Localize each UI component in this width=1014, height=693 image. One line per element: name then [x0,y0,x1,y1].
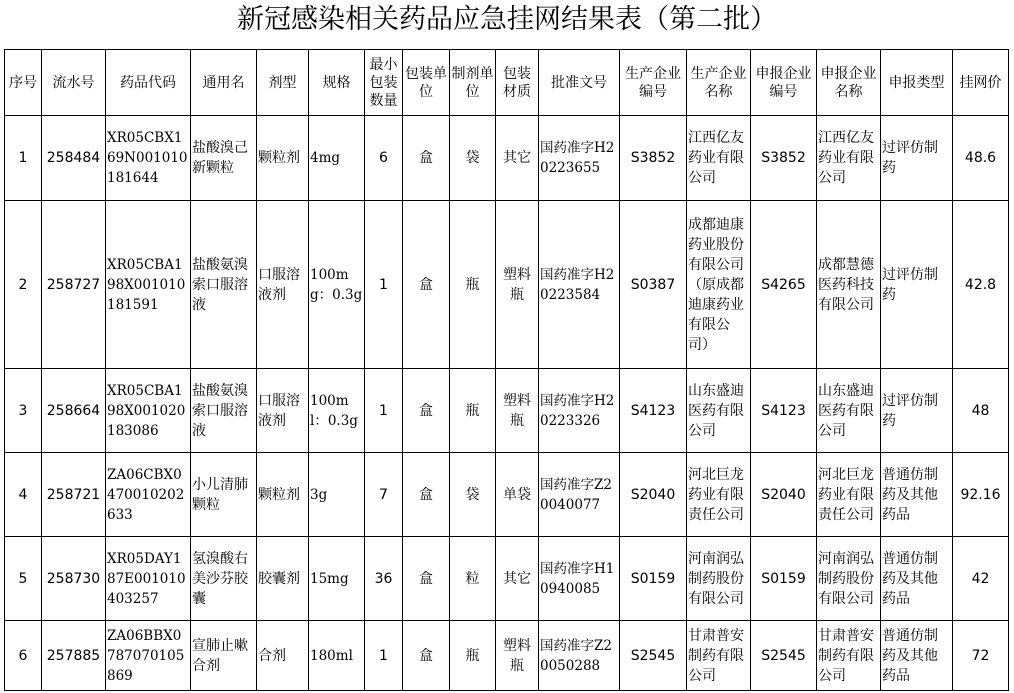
serial-number-cell: 258730 [42,537,106,621]
pack-material-cell: 其它 [496,537,539,621]
table-row [5,116,1009,201]
prep-unit-cell: 瓶 [450,621,496,691]
approval-number-cell: 国药准字Z20040077 [539,453,620,537]
approval-number-cell: 国药准字H20223584 [539,201,620,369]
prep-unit-cell: 袋 [450,116,496,201]
application-type-cell: 普通仿制药及其他药品 [881,453,953,537]
min-pack-qty-cell: 1 [365,201,403,369]
application-type-cell: 过评仿制药 [881,201,953,369]
listing-price-cell: 72 [953,621,1009,691]
dosage-form-cell: 颗粒剂 [257,453,309,537]
col-header: 规格 [309,50,365,116]
dosage-form-cell: 颗粒剂 [257,116,309,201]
approval-number-cell: 国药准字H10940085 [539,537,620,621]
approval-number-cell: 国药准字Z20050288 [539,621,620,691]
listing-price-cell: 48 [953,369,1009,453]
manufacturer-name-cell: 河北巨龙药业有限责任公司 [687,453,751,537]
row-index-cell: 2 [5,201,42,369]
min-pack-qty-cell: 6 [365,116,403,201]
pack-unit-cell: 盒 [403,621,450,691]
manufacturer-name-cell: 甘肃普安制药有限公司 [687,621,751,691]
approval-number-cell: 国药准字H20223326 [539,369,620,453]
col-header: 流水号 [42,50,106,116]
pack-unit-cell: 盒 [403,537,450,621]
generic-name-cell: 盐酸溴己新颗粒 [191,116,257,201]
prep-unit-cell: 瓶 [450,369,496,453]
pack-material-cell: 其它 [496,116,539,201]
applicant-code-cell: S4123 [751,369,817,453]
table-row [5,369,1009,453]
generic-name-cell: 宣肺止嗽合剂 [191,621,257,691]
serial-number-cell: 257885 [42,621,106,691]
col-header: 包装材质 [496,50,539,116]
col-header: 药品代码 [106,50,191,116]
pack-material-cell: 塑料瓶 [496,369,539,453]
manufacturer-code-cell: S2040 [620,453,687,537]
min-pack-qty-cell: 1 [365,369,403,453]
applicant-code-cell: S2040 [751,453,817,537]
serial-number-cell: 258721 [42,453,106,537]
row-index-cell: 3 [5,369,42,453]
col-header: 生产企业编号 [620,50,687,116]
applicant-name-cell: 河北巨龙药业有限责任公司 [817,453,881,537]
min-pack-qty-cell: 36 [365,537,403,621]
prep-unit-cell: 袋 [450,453,496,537]
applicant-code-cell: S3852 [751,116,817,201]
col-header: 生产企业名称 [687,50,751,116]
col-header: 制剂单位 [450,50,496,116]
drug-code-cell: XR05CBX169N001010181644 [106,116,191,201]
col-header: 申报企业编号 [751,50,817,116]
row-index-cell: 4 [5,453,42,537]
manufacturer-code-cell: S0387 [620,201,687,369]
manufacturer-name-cell: 江西亿友药业有限公司 [687,116,751,201]
manufacturer-code-cell: S3852 [620,116,687,201]
drug-code-cell: ZA06BBX0787070105869 [106,621,191,691]
header-row [5,50,1009,116]
manufacturer-code-cell: S0159 [620,537,687,621]
col-header: 挂网价 [953,50,1009,116]
manufacturer-name-cell: 成都迪康药业股份有限公司（原成都迪康药业有限公司） [687,201,751,369]
col-header: 最小包装数量 [365,50,403,116]
specification-cell: 100mg：0.3g [309,201,365,369]
min-pack-qty-cell: 7 [365,453,403,537]
drug-code-cell: XR05DAY187E001010403257 [106,537,191,621]
pack-unit-cell: 盒 [403,453,450,537]
application-type-cell: 普通仿制药及其他药品 [881,537,953,621]
results-table [4,49,1009,691]
col-header: 剂型 [257,50,309,116]
col-header: 申报企业名称 [817,50,881,116]
prep-unit-cell: 瓶 [450,201,496,369]
pack-material-cell: 塑料瓶 [496,201,539,369]
page-title: 新冠感染相关药品应急挂网结果表（第二批） [237,4,777,35]
application-type-cell: 普通仿制药及其他药品 [881,621,953,691]
dosage-form-cell: 胶囊剂 [257,537,309,621]
generic-name-cell: 氢溴酸右美沙芬胶囊 [191,537,257,621]
dosage-form-cell: 口服溶液剂 [257,201,309,369]
applicant-name-cell: 河南润弘制药股份有限公司 [817,537,881,621]
specification-cell: 180ml [309,621,365,691]
table-row [5,537,1009,621]
col-header: 包装单位 [403,50,450,116]
specification-cell: 3g [309,453,365,537]
application-type-cell: 过评仿制药 [881,369,953,453]
manufacturer-name-cell: 河南润弘制药股份有限公司 [687,537,751,621]
col-header: 申报类型 [881,50,953,116]
row-index-cell: 5 [5,537,42,621]
drug-code-cell: ZA06CBX0470010202633 [106,453,191,537]
table-row [5,621,1009,691]
applicant-name-cell: 山东盛迪医药有限公司 [817,369,881,453]
dosage-form-cell: 合剂 [257,621,309,691]
table-row [5,453,1009,537]
listing-price-cell: 42.8 [953,201,1009,369]
pack-unit-cell: 盒 [403,369,450,453]
specification-cell: 15mg [309,537,365,621]
generic-name-cell: 盐酸氨溴索口服溶液 [191,201,257,369]
application-type-cell: 过评仿制药 [881,116,953,201]
col-header: 序号 [5,50,42,116]
approval-number-cell: 国药准字H20223655 [539,116,620,201]
generic-name-cell: 盐酸氨溴索口服溶液 [191,369,257,453]
pack-unit-cell: 盒 [403,201,450,369]
row-index-cell: 6 [5,621,42,691]
manufacturer-name-cell: 山东盛迪医药有限公司 [687,369,751,453]
serial-number-cell: 258664 [42,369,106,453]
col-header: 通用名 [191,50,257,116]
pack-material-cell: 塑料瓶 [496,621,539,691]
applicant-code-cell: S0159 [751,537,817,621]
listing-price-cell: 42 [953,537,1009,621]
table-row [5,201,1009,369]
serial-number-cell: 258484 [42,116,106,201]
listing-price-cell: 48.6 [953,116,1009,201]
pack-unit-cell: 盒 [403,116,450,201]
applicant-code-cell: S4265 [751,201,817,369]
row-index-cell: 1 [5,116,42,201]
listing-price-cell: 92.16 [953,453,1009,537]
pack-material-cell: 单袋 [496,453,539,537]
applicant-name-cell: 甘肃普安制药有限公司 [817,621,881,691]
serial-number-cell: 258727 [42,201,106,369]
prep-unit-cell: 粒 [450,537,496,621]
applicant-name-cell: 成都慧德医药科技有限公司 [817,201,881,369]
generic-name-cell: 小儿清肺颗粒 [191,453,257,537]
manufacturer-code-cell: S2545 [620,621,687,691]
min-pack-qty-cell: 1 [365,621,403,691]
drug-code-cell: XR05CBA198X001020183086 [106,369,191,453]
col-header: 批准文号 [539,50,620,116]
dosage-form-cell: 口服溶液剂 [257,369,309,453]
drug-code-cell: XR05CBA198X001010181591 [106,201,191,369]
specification-cell: 100ml：0.3g [309,369,365,453]
specification-cell: 4mg [309,116,365,201]
applicant-name-cell: 江西亿友药业有限公司 [817,116,881,201]
applicant-code-cell: S2545 [751,621,817,691]
manufacturer-code-cell: S4123 [620,369,687,453]
